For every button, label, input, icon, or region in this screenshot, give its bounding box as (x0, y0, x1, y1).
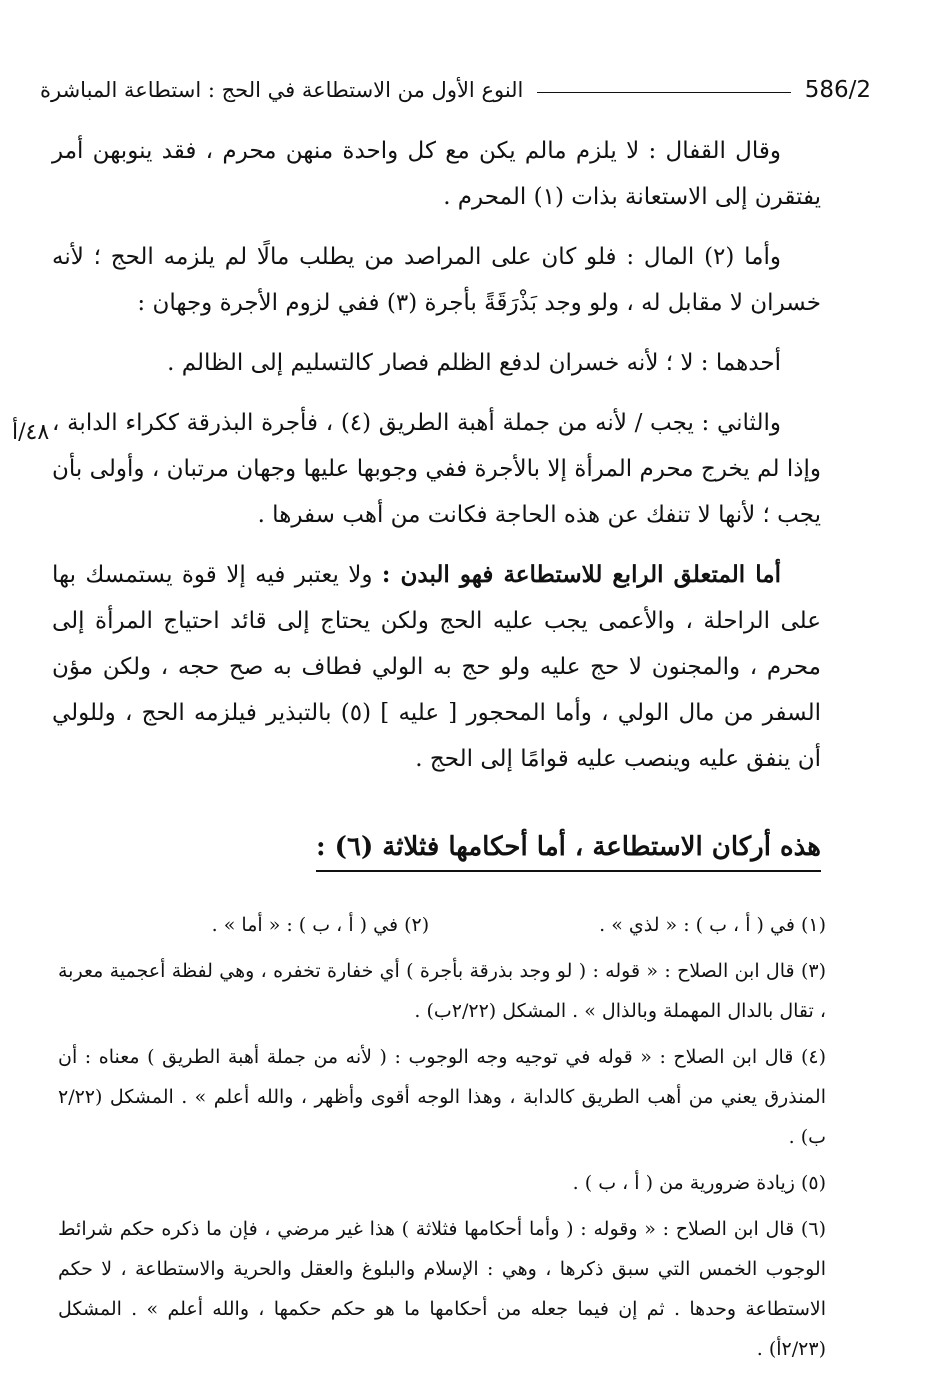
footnote-5: (٥) زيادة ضرورية من ( أ ، ب ) . (572, 1172, 826, 1194)
footnote-1: (١) في ( أ ، ب ) : « لذي » . (599, 914, 826, 936)
paragraph-money: وأما (٢) المال : فلو كان على المراصد من يطلب مالًا لم يلزمه الحج ؛ لأنه خسران لا مقابل له ، ولو وجد بَذْرَقَةً بأجرة (٣) ففي لزوم الأجرة وجهان : (52, 244, 821, 316)
footnotes (58, 905, 826, 1375)
paragraph-qaffal: وقال القفال : لا يلزم مالم يكن مع كل واحدة منهن محرم ، فقد ينوبهن أمر يفتقرن إلى الاستعانة بذات (١) المحرم . (52, 138, 821, 210)
footnote-row-1-2 (58, 905, 826, 945)
footnote-4: (٤) قال ابن الصلاح : « قوله في توجيه وجه الوجوب : ( لأنه من جملة أهبة الطريق ) معناه : أن المنذرق يعني من أهب الطريق كالدابة ، وهذا الوجه أقوى وأظهر ، والله أعلم » . المشكل (٢/٢٢ ب) . (58, 1046, 826, 1148)
footnote-3: (٣) قال ابن الصلاح : « قوله : ( لو وجد بذرقة بأجرة ) أي خفارة تخفره ، وهي لفظة أعجمية معربة ، تقال بالدال المهملة وبالذال » . المشكل (٢/٢٢ب) . (58, 960, 826, 1022)
header-rule (537, 92, 790, 93)
paragraph-body-ability (52, 552, 821, 782)
paragraph-second-view: والثاني : يجب / لأنه من جملة أهبة الطريق (٤) ، فأجرة البذرقة ككراء الدابة ، وإذا لم يخرج محرم المرأة إلا بالأجرة ففي وجوبها عليها وجهان مرتبان ، وأولى بأن يجب ؛ لأنها لا تنفك عن هذه الحاجة فكانت من أهب سفرها . (52, 410, 821, 528)
footnote-2: (٢) في ( أ ، ب ) : « أما » . (211, 914, 430, 936)
paragraph-bold-lead: أما المتعلق الرابع للاستطاعة فهو البدن : (381, 561, 781, 588)
page-header (40, 70, 871, 110)
paragraph-first-view: أحدهما : لا ؛ لأنه خسران لدفع الظلم فصار كالتسليم إلى الظالم . (167, 350, 781, 376)
manuscript-folio-note: ٤٨/أ (12, 420, 50, 445)
paragraph-body-text: ولا يعتبر فيه إلا قوة يستمسك بها على الراحلة ، والأعمى يجب عليه الحج ولكن يحتاج إلى قائد احتياج المرأة إلى محرم ، والمجنون لا حج عليه ولو حج به الولي فطاف به صح حجه ، ولكن مؤن السفر من مال الولي ، وأما المحجور [ عليه ] (٥) بالتبذير فيلزمه الحج ، وللولي أن ينفق عليه وينصب عليه قوامًا إلى الحج . (52, 562, 821, 772)
section-heading: هذه أركان الاستطاعة ، أما أحكامها فثلاثة (٦) : (316, 832, 821, 872)
page-number: 586/2 (804, 77, 871, 103)
running-title: النوع الأول من الاستطاعة في الحج : استطاعة المباشرة (40, 78, 524, 102)
footnote-6: (٦) قال ابن الصلاح : « وقوله : ( وأما أحكامها فثلاثة ) هذا غير مرضي ، فإن ما ذكره حكم شرائط الوجوب الخمس التي سبق ذكرها ، وهي : الإسلام والبلوغ والعقل والحرية والاستطاعة ، لا حكم الاستطاعة وحدها . ثم إن فيما جعله من أحكامها ما هو حكم حكمها ، والله أعلم » . المشكل (٢/٢٣أ) . (58, 1218, 826, 1360)
main-text (52, 128, 821, 796)
